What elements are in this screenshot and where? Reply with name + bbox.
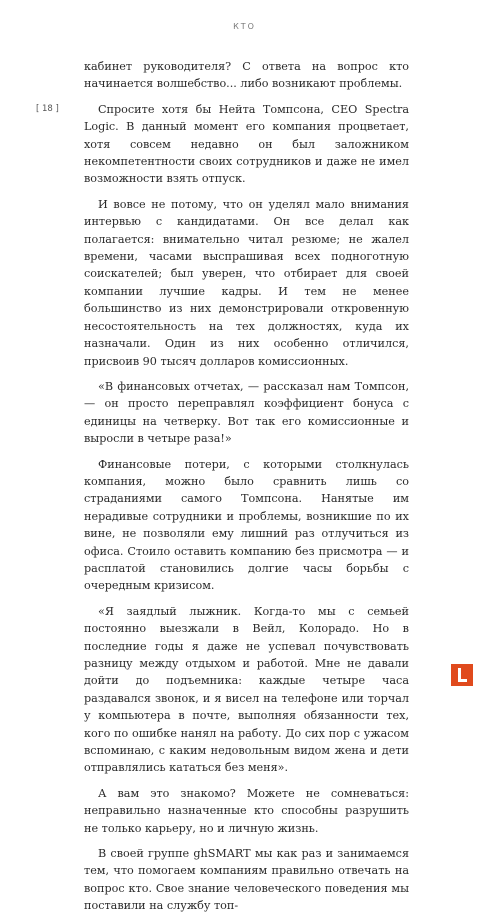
paragraph-8: В своей группе ghSMART мы как раз и занимаемся тем, что помогаем компаниям правильно отвечать на вопрос кто. Свое знание человеческого поведения мы поставили на службу топ-: [84, 847, 409, 913]
paragraph-6-quote: «Я заядлый лыжник. Когда-то мы с семьей постоянно выезжали в Вейл, Колорадо. Но в последние годы я даже не успевал почувствовать разницу между отдыхом и работой. Мне не давали дойти до подъемника: каждые четыре часа раздавался звонок, и я висел на телефоне или торчал у компьютера в почте, выполняя обязанности тех, кого по ошибке нанял на работу. До сих пор с ужасом вспоминаю, с каким недовольным видом жена и дети отправлялись кататься без меня».: [84, 604, 409, 775]
paragraph-3: И вовсе не потому, что он уделял мало внимания интервью с кандидатами. Он все делал как полагается: внимательно читал резюме; не жалел времени, часами выспрашивая всех подноготную соискателей; был уверен, что отбирает для своей компании лучшие кадры. И тем не менее большинство из них демонстрировали откровенную несостоятельность на тех должностях, куда их назначали. Один из них особенно отличился, присвоив 90 тысяч долларов комиссионных.: [84, 197, 409, 368]
page-number: [ 18 ]: [36, 104, 59, 114]
publisher-logo-glyph-icon: [455, 667, 469, 683]
paragraph-4-quote: «В финансовых отчетах, — рассказал нам Томпсон, — он просто переправлял коэффициент бонуса с единицы на четверку. Вот так его комиссионные и выросли в четыре раза!»: [84, 379, 409, 446]
body-text: [84, 58, 409, 915]
paragraph-5: Финансовые потери, с которыми столкнулась компания, можно было сравнить лишь со страданиями самого Томпсона. Нанятые им нерадивые сотрудники и проблемы, возникшие по их вине, не позволяли ему лишний раз отлучиться из офиса. Стоило оставить компанию без присмотра — и расплатой становились долгие часы борьбы с очередным кризисом.: [84, 457, 409, 593]
publisher-logo-icon: [451, 664, 473, 686]
paragraph-7: А вам это знакомо? Можете не сомневаться: неправильно назначенные кто способны разрушить не только карьеру, но и личную жизнь.: [84, 786, 409, 835]
paragraph-1: кабинет руководителя? С ответа на вопрос кто начинается волшебство... либо возникают проблемы.: [84, 60, 409, 91]
running-head: КТО: [233, 22, 256, 31]
paragraph-2: Спросите хотя бы Нейта Томпсона, CEO Spectra Logic. В данный момент его компания процветает, хотя совсем недавно он был заложником некомпетентности своих сотрудников и даже не имел возможности взять отпуск.: [84, 102, 409, 186]
